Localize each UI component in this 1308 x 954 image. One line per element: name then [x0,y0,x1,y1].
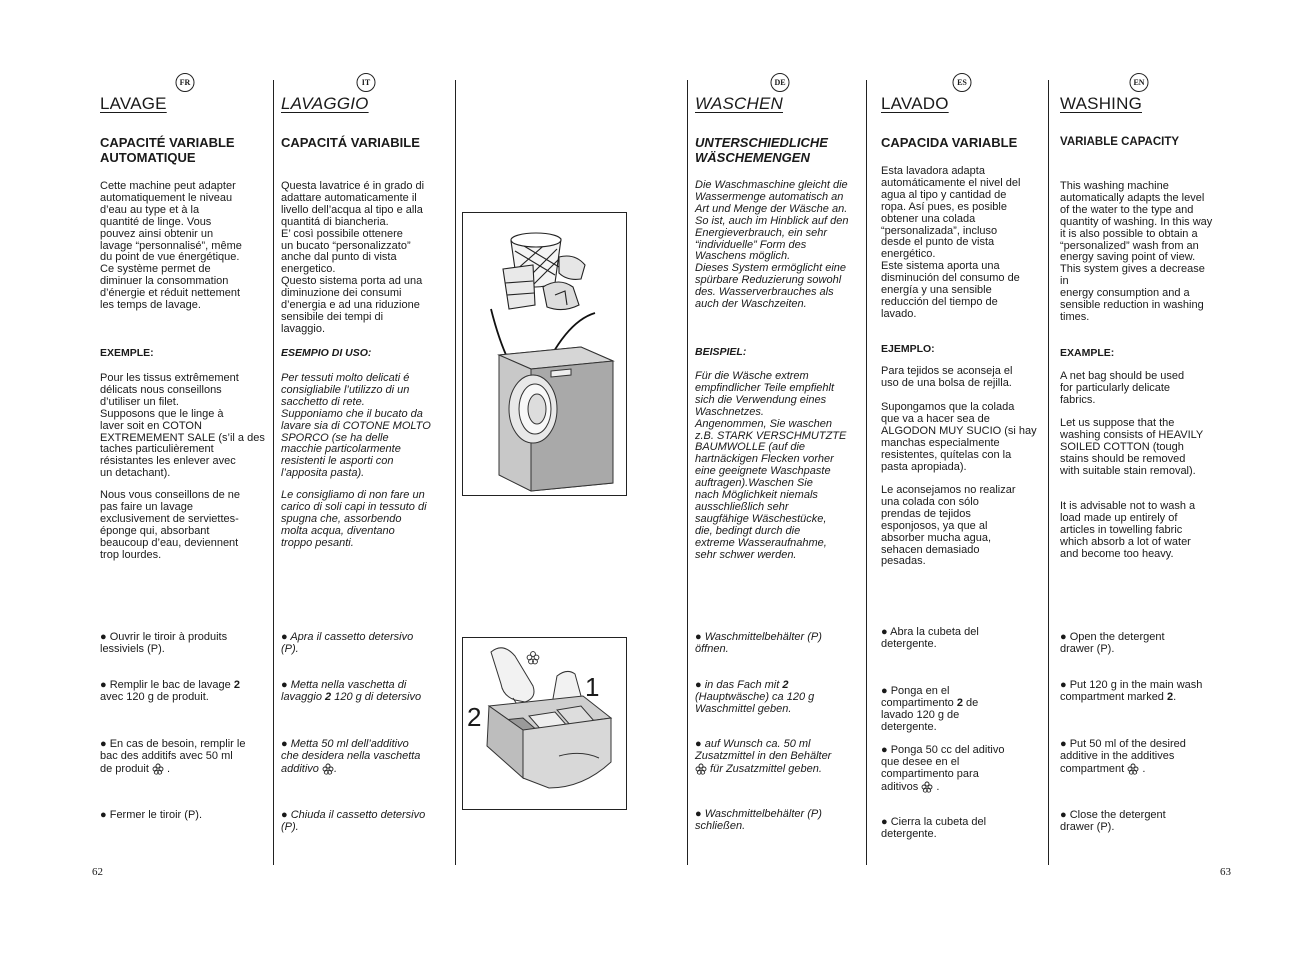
laundry-basket-icon [503,233,585,310]
step-text: für Zusatzmittel geben. [707,762,822,775]
example-text: Für die Wäsche extrem empfindlicher Teile empfiehlt sich die Verwendung eines Waschnetzes. Angenommen, Sie waschen z.B. STARK VERSCHMUTZTE BAUMWOLLE (auf die hartnäckigen Flecken vorher eine geeignete Waschpaste auftragen).Waschen Sie nach Möglichkeit niemals ausschließlich sehr saugfähige Wäschestücke, die, bedingt durch die extreme Wasseraufnahme, sehr schwer werden. [695,370,847,561]
bullet-icon: ● [281,809,288,821]
step-text: Fermer le tiroir (P). [109,809,202,821]
step-text: Cierra la cubeta del detergente. [881,816,987,840]
step-text: . [164,762,171,775]
bullet-icon: ● [1060,809,1067,821]
step-open-drawer [281,632,447,656]
step-text: Waschmittelbehälter (P) öffnen. [695,631,822,655]
example-text: Pour les tissus extrêmement délicats nous conseillons d’utiliser un filet. Supposons que le linge à laver soit en COTON EXTREMEMENT SALE (s’il a des taches particulièrement résistantes les enlever avec un detachant). [100,372,265,480]
step-text: 120 g di detersivo [331,690,422,703]
page-number-right: 63 [1220,866,1231,878]
bullet-icon: ● [695,679,702,691]
compartment-number: 2 [956,696,963,709]
section-subtitle: UNTERSCHIEDLICHE WÄSCHEMENGEN [695,135,828,165]
step-text: Metta nella vaschetta di lavaggio [281,679,407,703]
column-en [1060,70,1218,865]
section-subtitle: CAPACITÁ VARIABILE [281,135,420,150]
column-es [881,70,1043,865]
flower-icon [152,763,164,775]
step-text: avec 120 g de produit. [100,690,209,703]
step-text: Remplir le bac de lavage [109,679,234,691]
intro-text: Cette machine peut adapter automatiquement le niveau d’eau au type et à la quantité de linge. Vous pouvez ainsi obtenir un lavage “personnalisé”, même du point de vue énergétique. Ce système permet de diminuer la consommation d’énergie et réduit nettement les temps de lavage. [100,180,242,312]
step-text: Metta 50 ml dell’additivo che desidera nella vaschetta additivo [281,738,421,775]
bullet-icon: ● [881,685,888,697]
washing-machine-icon [499,347,613,491]
compartment-number: 2 [325,690,332,703]
step-fill-detergent [281,680,447,704]
step-fill-detergent [695,680,861,716]
step-text: de lavado 120 g de detergente. [881,696,979,733]
step-fill-detergent [1060,680,1214,704]
step-open-drawer [1060,632,1214,656]
step-fill-additive [100,739,266,776]
example-text: Le aconsejamos no realizar una colada con sólo prendas de tejidos esponjosos, ya que al absorber mucha agua, sehacen demasiado pesadas. [881,484,1016,568]
step-text: Ouvrir le tiroir à produits lessiviels (P). [100,631,228,655]
bullet-icon: ● [100,631,107,643]
bullet-icon: ● [1060,679,1067,691]
example-text: Nous vous conseillons de ne pas faire un lavage exclusivement de serviettes- éponge qui, absorbant beaucoup d’eau, deviennent trop lourdes. [100,489,241,561]
intro-text: This washing machine automatically adapts the level of the water to the type and quantity of washing. In this way it is also possible to obtain a “personalized” wash from an energy saving point of view. This system gives a decrease in energy consumption and a sensible reduction in washing times. [1060,180,1213,323]
step-text: Abra la cubeta del detergente. [881,626,979,650]
step-text: Chiuda il cassetto detersivo (P). [281,809,426,833]
step-fill-detergent [881,686,1039,734]
step-text: Ponga en el compartimento [881,685,954,709]
column-de [695,70,865,865]
column-fr [100,70,270,865]
step-text: Ponga 50 cc del aditivo que desee en el compartimento para aditivos [881,744,1005,793]
flower-icon [322,763,334,775]
example-text: Para tejidos se aconseja el uso de una bolsa de rejilla. [881,365,1013,389]
washing-machine-illustration [462,212,627,496]
step-text: En cas de besoin, remplir le bac des additifs avec 50 ml de produit [100,738,246,775]
step-fill-additive [281,739,447,776]
step-text: . [1139,762,1146,775]
step-fill-additive [881,745,1039,794]
step-text: . [333,762,338,775]
compartment-number: 2 [233,679,240,691]
section-title: WASCHEN [695,94,783,113]
step-text: Waschmittelbehälter (P) schließen. [695,808,822,832]
example-label: BEISPIEL: [695,346,747,358]
example-label: EXAMPLE: [1060,347,1115,359]
detergent-drawer-drawing [463,638,626,809]
flag-badge-en: EN [1130,73,1149,92]
step-text: (Hauptwäsche) ca 120 g Waschmittel geben. [695,690,815,715]
example-text: Let us suppose that the washing consists of HEAVILY SOILED COTTON (tough stains should be removed with suitable stain removal). [1060,417,1204,477]
bullet-icon: ● [100,809,107,821]
detergent-drawer-illustration [462,637,627,810]
step-text: . [1173,690,1177,703]
section-title: LAVADO [881,94,949,113]
example-text: A net bag should be used for particularly delicate fabrics. [1060,370,1185,406]
bullet-icon: ● [100,738,107,750]
bullet-icon: ● [1060,738,1067,750]
column-it [281,70,451,865]
bullet-icon: ● [100,679,107,691]
step-open-drawer [100,632,266,656]
bullet-icon: ● [281,631,288,643]
section-subtitle: CAPACIDA VARIABLE [881,135,1018,150]
bullet-icon: ● [1060,631,1067,643]
flag-badge-fr: FR [176,73,195,92]
bullet-icon: ● [695,738,702,750]
step-text: . [933,780,940,793]
step-close-drawer [881,817,1039,841]
step-text: Open the detergent drawer (P). [1060,631,1165,655]
flag-badge-it: IT [357,73,376,92]
bullet-icon: ● [881,816,888,828]
example-text: Le consigliamo di non fare un carico di soli capi in tessuto di spugna che, assorbendo molta acqua, diventano troppo pesanti. [281,489,427,549]
step-text: Put 120 g in the main wash compartment marked [1060,679,1203,703]
bullet-icon: ● [281,738,288,750]
intro-text: Questa lavatrice é in grado di adattare automaticamente il livello dell’acqua al tipo e alla quantitá di biancheria. E’ così possibile ottenere un bucato “personalizzato” anche dal punto di vista energetico. Questo sistema porta ad una diminuzione dei consumi d’energia e ad una riduzione sensibile dei tempi di lavaggio. [281,180,425,335]
intro-text: Esta lavadora adapta automáticamente el nivel del agua al tipo y cantidad de ropa. Así pues, es posible obtener una colada “personalizada”, incluso desde el punto de vista energético. Este sistema aporta una disminución del consumo de energía y una sensible reducción del tiempo de lavado. [881,165,1021,320]
bullet-icon: ● [695,808,702,820]
compartment-number: 2 [782,679,789,691]
step-text: in das Fach mit [704,679,783,691]
bullet-icon: ● [281,679,288,691]
step-close-drawer [1060,810,1214,834]
column-divider [687,80,688,865]
example-text: Supongamos que la colada que va a hacer sea de ALGODON MUY SUCIO (si hay manchas especialmente resistentes, quítelas con la pasta apropiada). [881,401,1037,473]
compartment-number: 2 [1166,690,1174,703]
example-label: ESEMPIO DI USO: [281,347,372,359]
step-close-drawer [695,809,861,833]
step-fill-additive [1060,739,1214,776]
section-subtitle: VARIABLE CAPACITY [1060,136,1180,148]
compartment-label-one: 1 [585,672,600,702]
step-fill-additive [695,739,861,776]
step-text: Put 50 ml of the desired additive in the additives compartment [1060,738,1186,775]
step-close-drawer [281,810,447,834]
column-divider [455,80,456,865]
step-text: Close the detergent drawer (P). [1060,809,1166,833]
bullet-icon: ● [881,744,888,756]
bullet-icon: ● [881,626,888,638]
step-close-drawer [100,810,266,822]
step-fill-detergent [100,680,266,704]
section-title: WASHING [1060,94,1142,113]
page-number-left: 62 [92,866,103,878]
step-text: auf Wunsch ca. 50 ml Zusatzmittel in den Behälter [695,738,832,762]
step-open-drawer [881,627,1039,651]
flower-icon [527,652,539,664]
example-text: Per tessuti molto delicati é consigliabile l’utilizzo di un sacchetto di rete. Supponiamo che il bucato da lavare sia di COTONE MOLTO SPORCO (se ha delle macchie particolarmente resistenti le asporti con l’apposita pasta). [281,372,431,480]
section-title: LAVAGGIO [281,94,369,113]
example-label: EXEMPLE: [100,347,154,359]
flower-icon [695,763,707,775]
step-text: Apra il cassetto detersivo (P). [281,631,414,655]
column-divider [273,80,274,865]
drawer-icon [487,696,611,788]
section-subtitle: CAPACITÉ VARIABLE AUTOMATIQUE [100,135,235,165]
step-open-drawer [695,632,861,656]
laundry-machine-drawing [463,213,626,495]
flower-icon [921,781,933,793]
column-divider [1048,80,1049,865]
flower-icon [1127,763,1139,775]
example-text: It is advisable not to wash a load made up entirely of articles in towelling fabric which absorb a lot of water and become too heavy. [1060,500,1196,560]
column-divider [866,80,867,865]
intro-text: Die Waschmaschine gleicht die Wassermenge automatisch an Art und Menge der Wäsche an. So ist, auch im Hinblick auf den Energieverbrauch, ein sehr “individuelle” Form des Waschens möglich. Dieses System ermöglicht eine spürbare Reduzierung sowohl des. Wasserverbrauches als auch der Waschzeiten. [695,179,849,311]
bullet-icon: ● [695,631,702,643]
section-title: LAVAGE [100,94,167,113]
compartment-label-two: 2 [467,702,482,732]
flag-badge-de: DE [771,73,790,92]
example-label: EJEMPLO: [881,343,935,355]
flag-badge-es: ES [953,73,972,92]
